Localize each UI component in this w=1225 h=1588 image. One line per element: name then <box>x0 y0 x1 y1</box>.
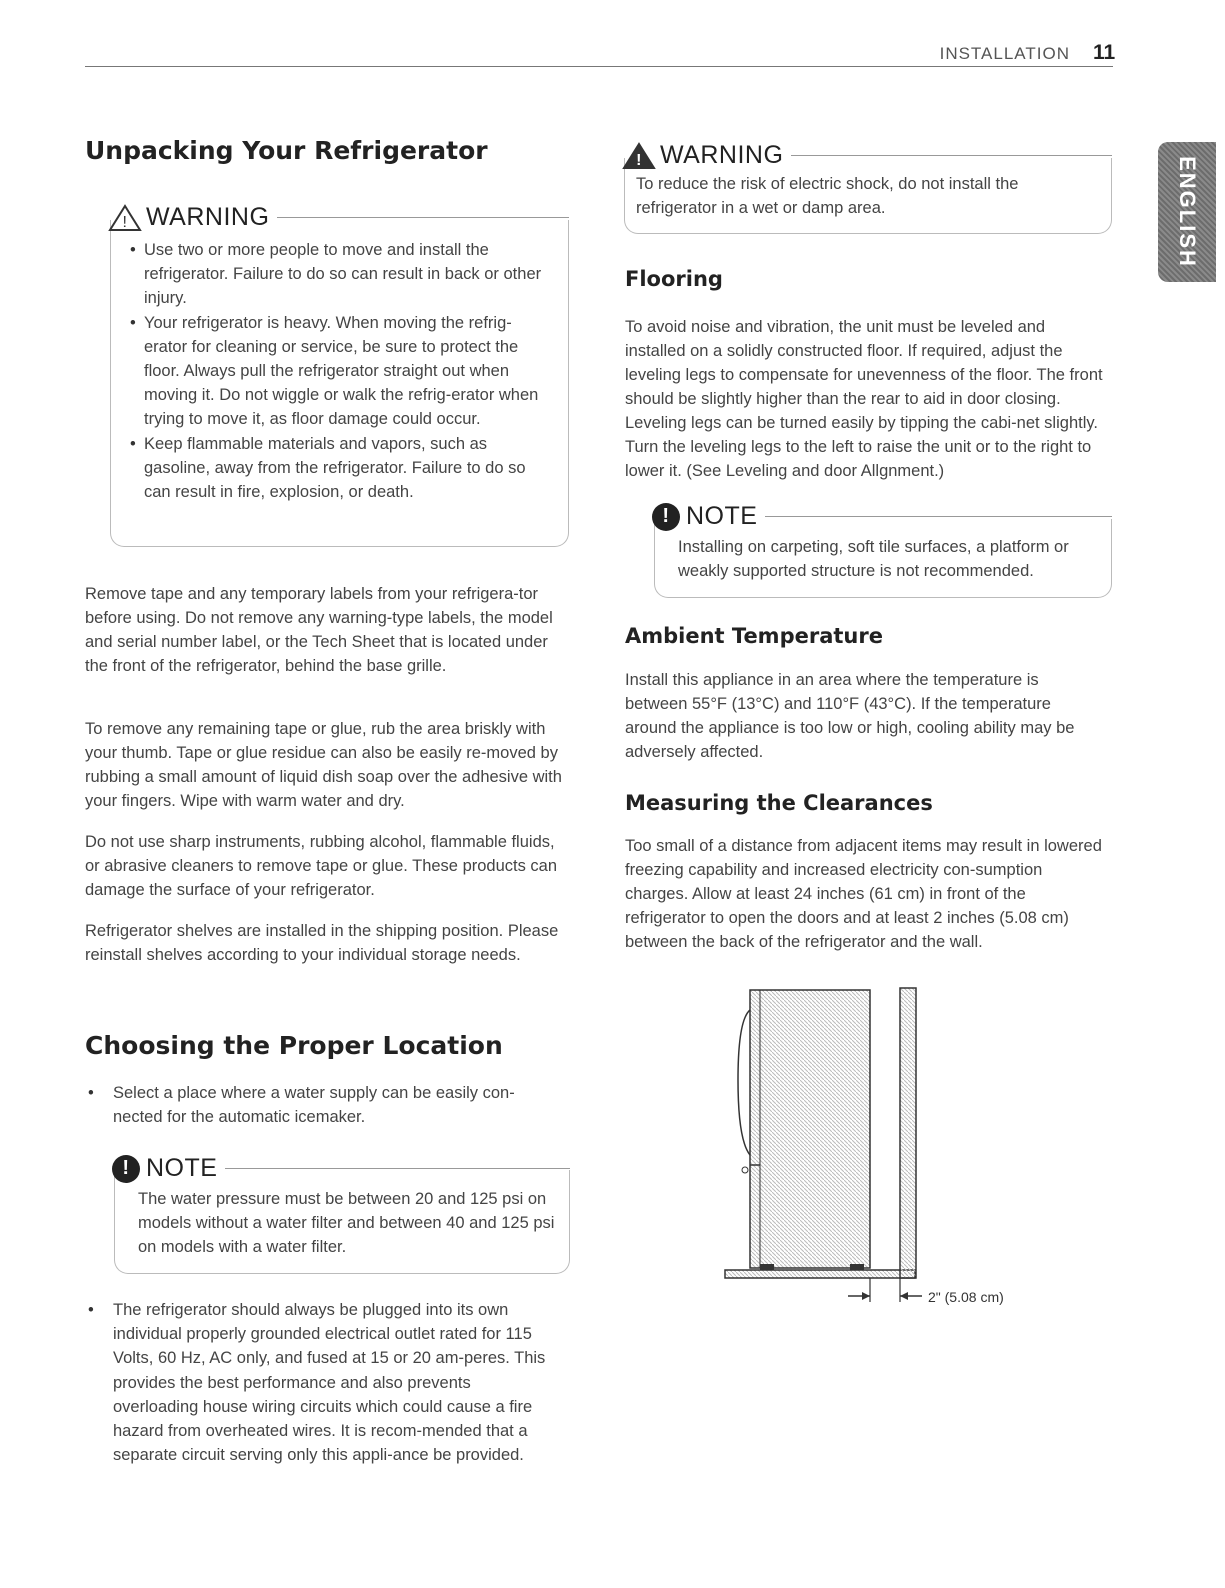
note-header-carpeting <box>652 502 1112 531</box>
location-list-1 <box>85 1081 555 1145</box>
warning-triangle-icon <box>108 204 142 232</box>
ambient-title: Ambient Temperature <box>625 624 883 648</box>
ambient-text: Install this appliance in an area where the temperature is between 55°F (13°C) and 110°F (43°C). If the temperature around the appliance is too low or high, cooling ability may be adversely affected. <box>625 671 1075 761</box>
paragraph-remove-glue: To remove any remaining tape or glue, rub the area briskly with your thumb. Tape or glue residue can also be easily re-moved by rubbing a small amount of liquid dish soap over the adhesive with your fingers. Wipe with warm water and dry. <box>85 720 562 810</box>
clearances-text: Too small of a distance from adjacent items may result in lowered freezing capability and increased electricity con-sumption charges. Allow at least 24 inches (61 cm) in front of the refrigerator to open the doors and at least 2 inches (5.08 cm) between the back of the refrigerator and the wall. <box>625 837 1102 951</box>
unpacking-title: Unpacking Your Refrigerator <box>85 136 488 165</box>
location-list-2 <box>85 1298 555 1483</box>
svg-text:!: ! <box>636 151 642 169</box>
clearance-diagram <box>720 980 940 1310</box>
svg-text:!: ! <box>122 213 128 231</box>
paragraph-remove-tape: Remove tape and any temporary labels from your refrigera-tor before using. Do not remove any warning-type labels, the model and serial number label, or the Tech Sheet that is located under the front of the refrigerator, behind the base grille. <box>85 585 553 675</box>
note-icon: ! <box>652 503 680 531</box>
language-tab-label: ENGLISH <box>1175 156 1200 268</box>
floor-shape <box>725 1270 915 1278</box>
warning-item: • Keep flammable materials and vapors, such as gasoline, away from the refrigerator. Failure to do so can result in fire, explosion, or death. <box>130 432 550 505</box>
location-bullet: • The refrigerator should always be plugged into its own individual properly grounded electrical outlet rated for 115 Volts, 60 Hz, AC only, and fused at 15 or 20 am-peres. This provides the best performance and also prevents overloading house wiring circuits which could cause a fire hazard from overheated wires. It is recom-mended that a separate circuit serving only this appli-ance be provided. <box>85 1298 555 1467</box>
header-section-title: INSTALLATION <box>939 44 1070 63</box>
clearance-dimension-label: 2" (5.08 cm) <box>928 1289 1004 1305</box>
language-tab <box>1158 142 1216 282</box>
refrigerator-shape <box>750 990 870 1268</box>
wall-shape <box>900 988 916 1278</box>
warning-label: WARNING <box>146 203 270 231</box>
location-bullet: • Select a place where a water supply can be easily con-nected for the automatic icemaker. <box>85 1081 555 1129</box>
note-header-water-pressure <box>112 1154 570 1183</box>
paragraph-shelves: Refrigerator shelves are installed in the shipping position. Please reinstall shelves according to your individual storage needs. <box>85 922 559 964</box>
header-rule <box>85 66 1113 67</box>
flooring-title: Flooring <box>625 267 723 291</box>
clearances-title: Measuring the Clearances <box>625 791 933 815</box>
warning-text-electric: To reduce the risk of electric shock, do not install the refrigerator in a wet or damp area. <box>636 175 1019 217</box>
warning-item: • Use two or more people to move and install the refrigerator. Failure to do so can result in back or other injury. <box>130 238 550 311</box>
flooring-text: To avoid noise and vibration, the unit must be leveled and installed on a solidly constructed floor. If required, adjust the leveling legs to compensate for unevenness of the floor. The front should be slightly higher than the rear to aid in door closing. Leveling legs can be turned easily by tipping the cabi-net slightly. Turn the leveling legs to the left to raise the unit or to the right to lower it. (See Leveling and door Allgnment.) <box>625 318 1103 480</box>
warning-triangle-icon <box>622 142 656 170</box>
paragraph-no-sharp-instruments: Do not use sharp instruments, rubbing alcohol, flammable fluids, or abrasive cleaners to remove tape or glue. These products can damage the surface of your refrigerator. <box>85 833 558 899</box>
handle-shape <box>738 1010 750 1155</box>
warning-list-unpacking <box>130 238 550 504</box>
note-text-water-pressure: The water pressure must be between 20 and 125 psi on models without a water filter and between 40 and 125 psi on models with a water filter. <box>138 1190 555 1256</box>
note-label: NOTE <box>686 502 758 530</box>
warning-item: • Your refrigerator is heavy. When moving the refrig-erator for cleaning or service, be sure to protect the floor. Always pull the refrigerator straight out when moving it. Do not wiggle or walk the refrig-erator when trying to move it, as floor damage could occur. <box>130 311 550 432</box>
location-title: Choosing the Proper Location <box>85 1031 503 1060</box>
warning-header-electric <box>622 141 1112 170</box>
note-text-carpeting: Installing on carpeting, soft tile surfaces, a platform or weakly supported structure is not recommended. <box>678 538 1069 580</box>
warning-header-unpacking <box>108 203 569 232</box>
warning-label: WARNING <box>660 141 784 169</box>
note-icon: ! <box>112 1155 140 1183</box>
page-number: 11 <box>1093 41 1116 64</box>
note-label: NOTE <box>146 1154 218 1182</box>
